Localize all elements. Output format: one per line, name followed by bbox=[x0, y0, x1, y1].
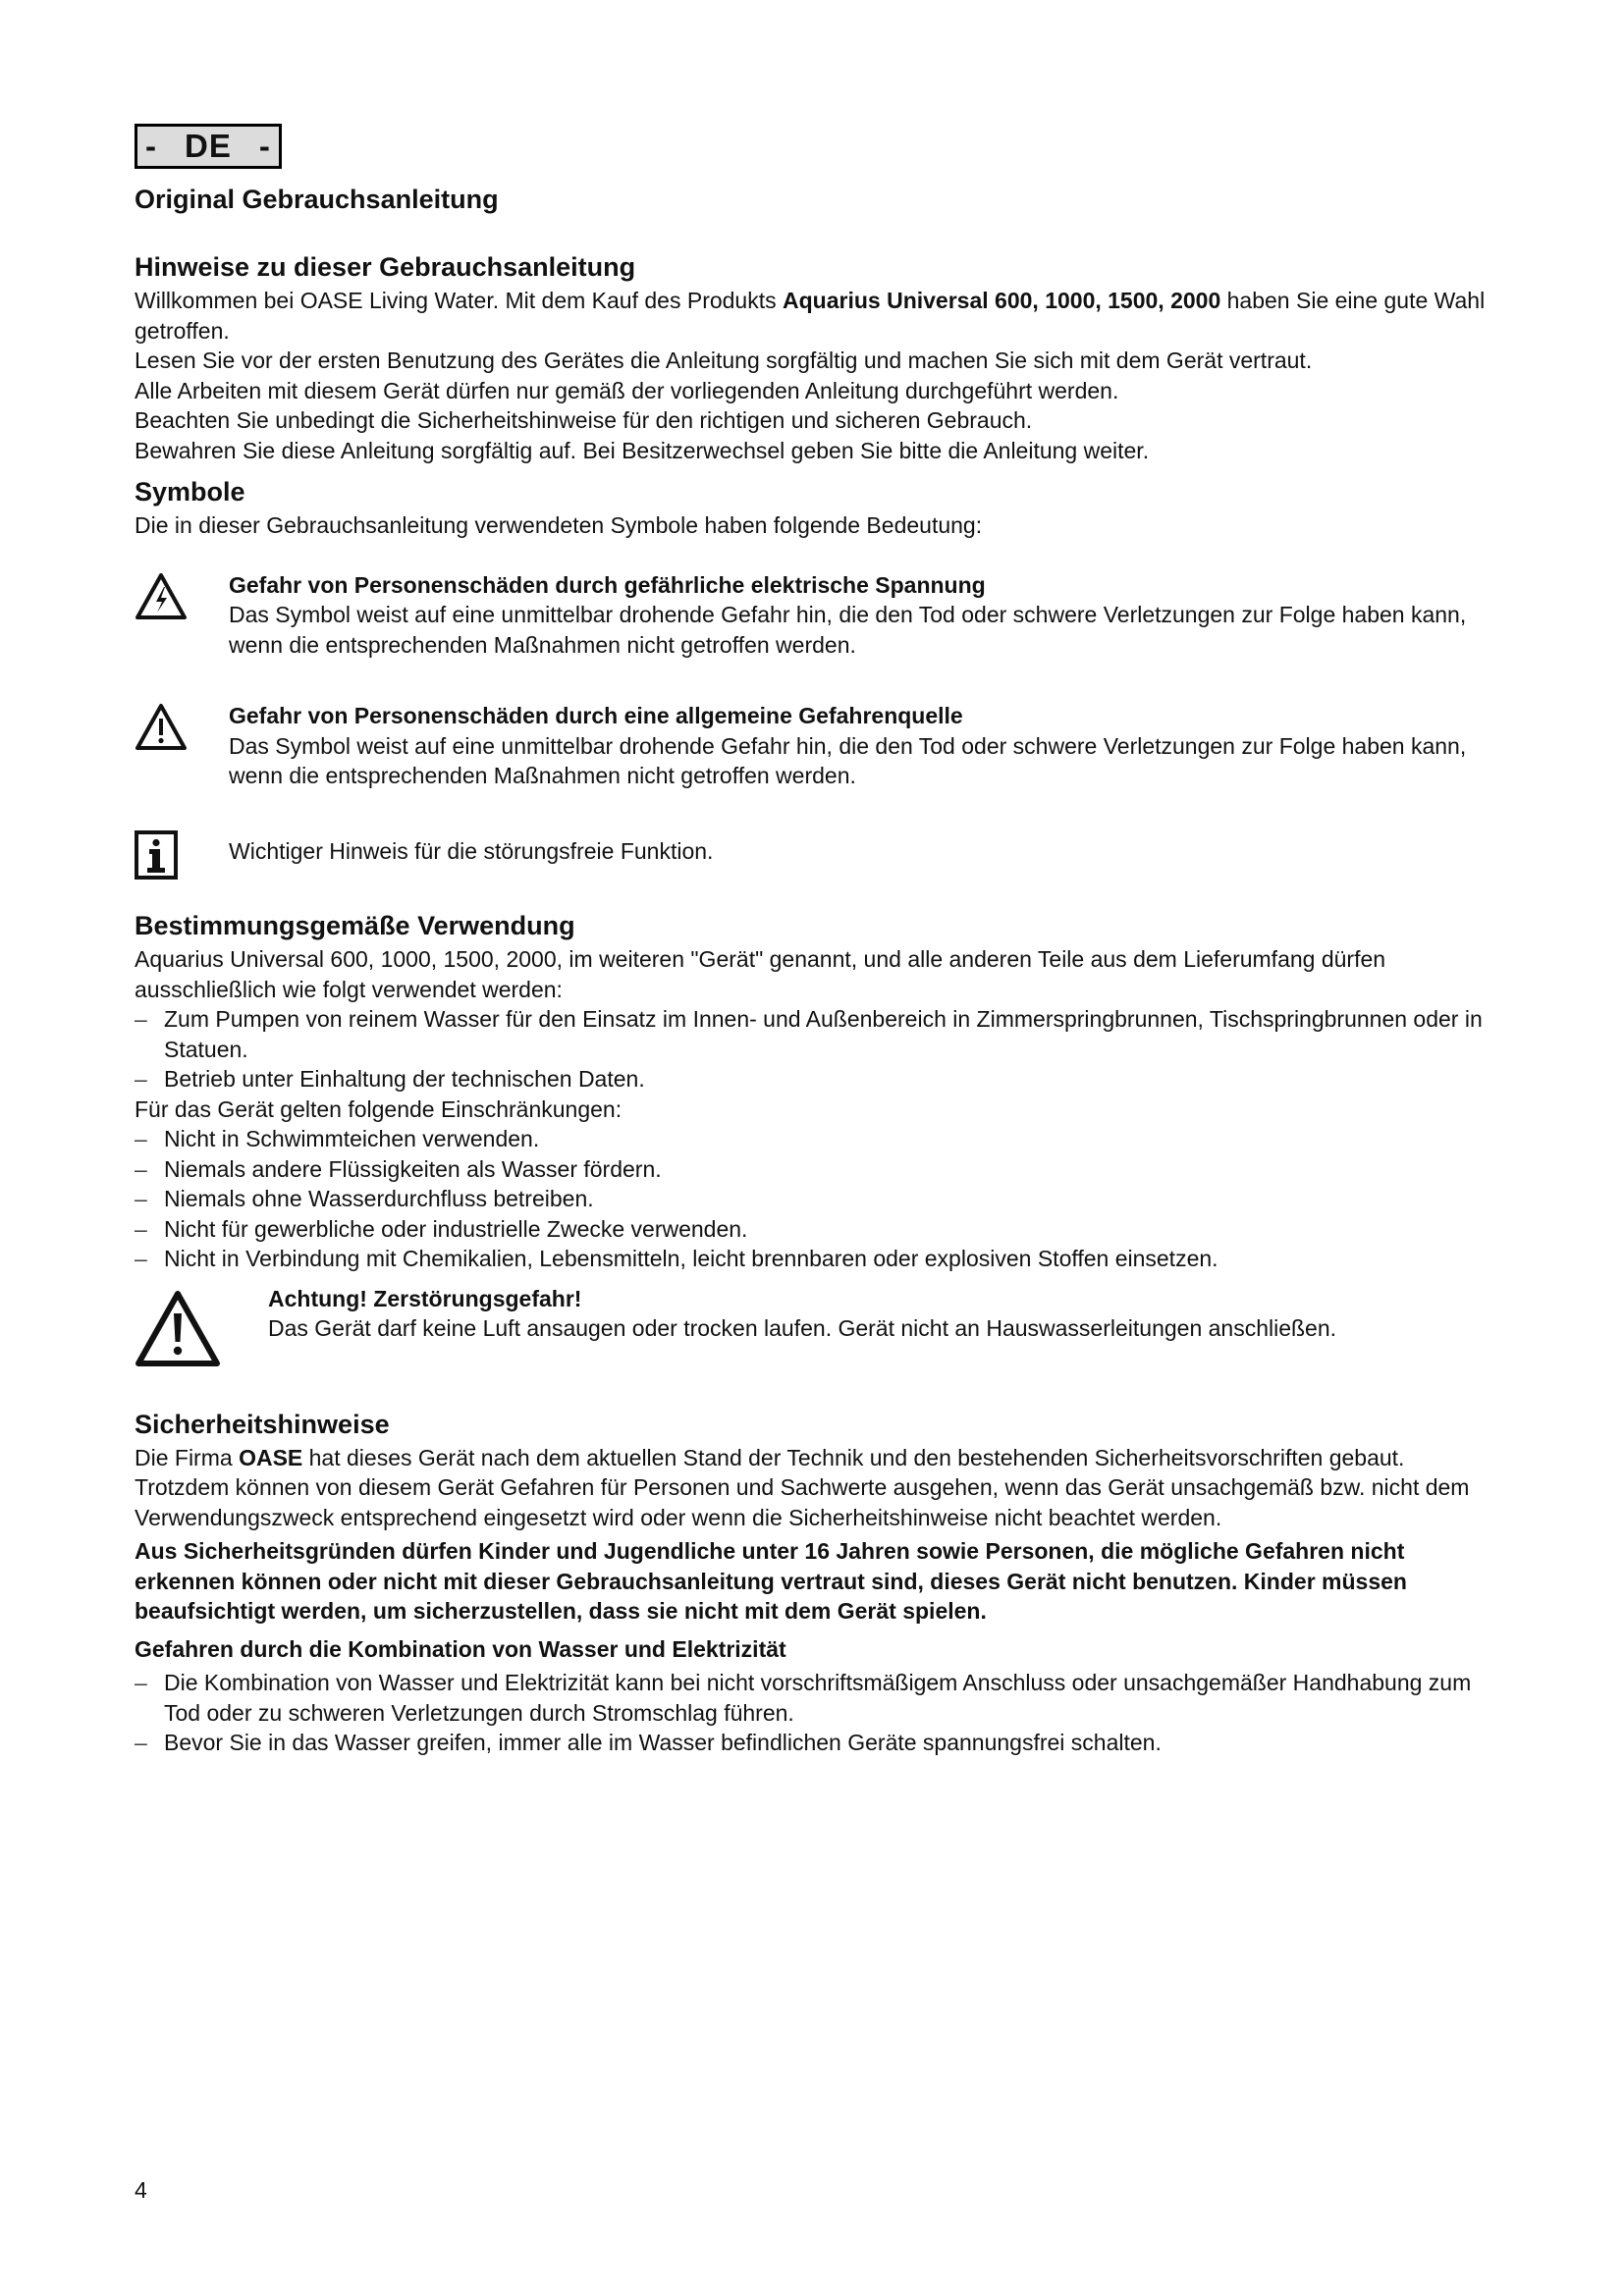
water-electricity-list bbox=[135, 1668, 1489, 1758]
symbol-general bbox=[135, 701, 1489, 791]
warning-text: Das Gerät darf keine Luft ansaugen oder trocken laufen. Gerät nicht an Hauswasserleitungen anschließen. bbox=[268, 1315, 1337, 1341]
document-title: Original Gebrauchsanleitung bbox=[135, 185, 499, 214]
text-span: Die Firma bbox=[135, 1444, 240, 1470]
symbol-title: Gefahr von Personenschäden durch eine allgemeine Gefahrenquelle bbox=[229, 703, 963, 728]
list-item: – Nicht in Verbindung mit Chemikalien, Lebensmitteln, leicht brennbaren oder explosiven Stoffen einsetzen. bbox=[135, 1244, 1489, 1274]
lang-dash-left: - bbox=[145, 128, 157, 164]
list-item: – Die Kombination von Wasser und Elektrizität kann bei nicht vorschriftsmäßigem Anschluss oder unsachgemäßer Handhabung zum Tod oder zu schweren Verletzungen durch Stromschlag führen. bbox=[135, 1668, 1489, 1728]
paragraph: Die in dieser Gebrauchsanleitung verwendeten Symbole haben folgende Bedeutung: bbox=[135, 512, 983, 538]
lang-dash-right: - bbox=[258, 128, 271, 164]
subheading-water-electricity: Gefahren durch die Kombination von Wasser und Elektrizität bbox=[135, 1635, 786, 1662]
paragraph: Beachten Sie unbedingt die Sicherheitshinweise für den richtigen und sicheren Gebrauch. bbox=[135, 407, 1033, 433]
page-number: 4 bbox=[135, 2177, 147, 2203]
section-heading-hinweise: Hinweise zu dieser Gebrauchsanleitung bbox=[135, 252, 636, 282]
page-content bbox=[135, 124, 1489, 1774]
list-item: – Niemals andere Flüssigkeiten als Wasser fördern. bbox=[135, 1154, 1489, 1185]
text-span: haben Sie eine gute Wahl getroffen. bbox=[135, 288, 1486, 344]
warning-box bbox=[135, 1284, 1489, 1372]
paragraph bbox=[135, 286, 1489, 346]
symbol-text: Wichtiger Hinweis für die störungsfreie Funktion. bbox=[229, 837, 714, 864]
section-heading-sicherheit: Sicherheitshinweise bbox=[135, 1409, 390, 1439]
list-item: – Niemals ohne Wasserdurchfluss betreiben. bbox=[135, 1184, 1489, 1214]
warning-icon bbox=[135, 1290, 221, 1373]
section-symbole bbox=[135, 475, 1489, 866]
paragraph: Für das Gerät gelten folgende Einschränkungen: bbox=[135, 1095, 623, 1122]
symbol-electric bbox=[135, 570, 1489, 661]
symbol-info bbox=[135, 832, 1489, 867]
language-tag bbox=[135, 124, 282, 169]
section-verwendung bbox=[135, 909, 1489, 1372]
paragraph: Alle Arbeiten mit diesem Gerät dürfen nur gemäß der vorliegenden Anleitung durchgeführt werden. bbox=[135, 377, 1119, 403]
product-name: Aquarius Universal 600, 1000, 1500, 2000 bbox=[783, 288, 1221, 313]
safety-notice-bold: Aus Sicherheitsgründen dürfen Kinder und Jugendliche unter 16 Jahren sowie Personen, die mögliche Gefahren nicht erkennen können oder nicht mit dieser Gebrauchsanleitung vertraut sind, dieses Gerät nicht benutzen. Kinder müssen beaufsichtigt werden, um sicherzustellen, dass sie nicht mit dem Gerät spielen. bbox=[135, 1538, 1407, 1624]
company-name: OASE bbox=[239, 1444, 303, 1470]
restrictions-list bbox=[135, 1124, 1489, 1274]
section-heading-symbole: Symbole bbox=[135, 477, 245, 507]
electric-hazard-icon bbox=[135, 572, 188, 626]
info-icon bbox=[135, 830, 178, 884]
text-span: Willkommen bei OASE Living Water. Mit dem Kauf des Produkts bbox=[135, 288, 784, 313]
paragraph bbox=[135, 1443, 1489, 1533]
section-hinweise bbox=[135, 250, 1489, 465]
symbol-title: Gefahr von Personenschäden durch gefährliche elektrische Spannung bbox=[229, 571, 986, 598]
symbol-text: Das Symbol weist auf eine unmittelbar drohende Gefahr hin, die den Tod oder schwere Verletzungen zur Folge haben kann, wenn die entsprechenden Maßnahmen nicht getroffen werden. bbox=[229, 602, 1467, 658]
general-hazard-icon bbox=[135, 703, 188, 757]
warning-title: Achtung! Zerstörungsgefahr! bbox=[268, 1285, 582, 1311]
uses-list bbox=[135, 1004, 1489, 1095]
paragraph: Bewahren Sie diese Anleitung sorgfältig auf. Bei Besitzerwechsel geben Sie bitte die Anleitung weiter. bbox=[135, 437, 1150, 463]
list-item: – Betrieb unter Einhaltung der technischen Daten. bbox=[135, 1064, 1489, 1095]
list-item: – Zum Pumpen von reinem Wasser für den Einsatz im Innen- und Außenbereich in Zimmerspringbrunnen, Tischspringbrunnen oder in Statuen. bbox=[135, 1004, 1489, 1064]
paragraph: Lesen Sie vor der ersten Benutzung des Gerätes die Anleitung sorgfältig und machen Sie sich mit dem Gerät vertraut. bbox=[135, 347, 1313, 373]
paragraph: Aquarius Universal 600, 1000, 1500, 2000, im weiteren "Gerät" genannt, und alle anderen Teile aus dem Lieferumfang dürfen ausschließlich wie folgt verwendet werden: bbox=[135, 946, 1386, 1002]
symbol-text: Das Symbol weist auf eine unmittelbar drohende Gefahr hin, die den Tod oder schwere Verletzungen zur Folge haben kann, wenn die entsprechenden Maßnahmen nicht getroffen werden. bbox=[229, 732, 1467, 788]
list-item: – Nicht für gewerbliche oder industrielle Zwecke verwenden. bbox=[135, 1214, 1489, 1245]
section-sicherheit bbox=[135, 1408, 1489, 1758]
section-heading-verwendung: Bestimmungsgemäße Verwendung bbox=[135, 911, 575, 940]
list-item: – Nicht in Schwimmteichen verwenden. bbox=[135, 1124, 1489, 1154]
lang-code: DE bbox=[185, 128, 232, 164]
list-item: – Bevor Sie in das Wasser greifen, immer alle im Wasser befindlichen Geräte spannungsfrei schalten. bbox=[135, 1728, 1489, 1758]
text-span: hat dieses Gerät nach dem aktuellen Stand der Technik und den bestehenden Sicherheitsvorschriften gebaut. Trotzdem können von diesem Gerät Gefahren für Personen und Sachwerte ausgehen, wenn das Gerät unsachgemäß bzw. nicht dem Verwendungszweck entsprechend eingesetzt wird oder wenn die Sicherheitshinweise nicht beachtet werden. bbox=[135, 1444, 1470, 1530]
